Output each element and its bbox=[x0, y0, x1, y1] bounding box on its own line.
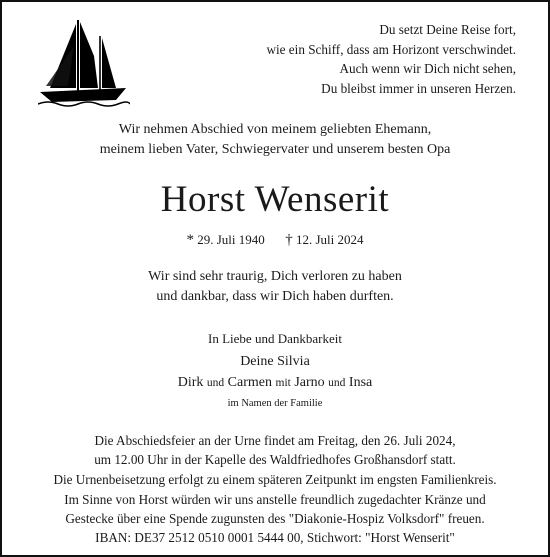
behalf-line: im Namen der Familie bbox=[227, 398, 323, 409]
mourner-wife: Deine Silvia bbox=[240, 354, 310, 369]
poem bbox=[266, 20, 516, 98]
conjunction: mit bbox=[275, 377, 291, 389]
intro-line: Wir nehmen Abschied von meinem geliebten Ehemann, bbox=[118, 122, 432, 137]
donation-line: Im Sinne von Horst würden wir uns anstelle freundlich zugedachter Kränze und bbox=[64, 492, 486, 507]
mourner-family bbox=[2, 373, 548, 393]
poem-line: Du bleibst immer in unseren Herzen. bbox=[321, 80, 516, 96]
mourner-name: Insa bbox=[348, 375, 373, 390]
birth-date: 29. Juli 1940 bbox=[197, 232, 265, 247]
mourner-name: Jarno bbox=[294, 375, 325, 390]
farewell-intro bbox=[2, 120, 548, 160]
death-cross-icon: † bbox=[285, 232, 293, 248]
mourner-name: Dirk bbox=[177, 375, 204, 390]
love-line: In Liebe und Dankbarkeit bbox=[208, 331, 342, 346]
donation-line: Gestecke über eine Spende zugunsten des "Diakonie-Hospiz Volksdorf" freuen. bbox=[65, 510, 485, 526]
ceremony-info bbox=[2, 432, 548, 469]
sailing-ship-icon bbox=[38, 16, 130, 108]
mourner-name: Carmen bbox=[227, 375, 272, 390]
deceased-name: Horst Wenserit bbox=[160, 179, 390, 220]
conjunction: und bbox=[328, 377, 346, 389]
iban-line: IBAN: DE37 2512 0510 0001 5444 00, Stichwort: "Horst Wenserit" bbox=[95, 530, 455, 545]
poem-line: Auch wenn wir Dich nicht sehen, bbox=[339, 61, 516, 76]
sadness-line: Wir sind sehr traurig, Dich verloren zu haben bbox=[148, 269, 402, 284]
urn-burial-info: Die Urnenbeisetzung erfolgt zu einem späteren Zeitpunkt im engsten Familienkreis. bbox=[53, 472, 497, 487]
intro-line: meinem lieben Vater, Schwiegervater und unserem besten Opa bbox=[99, 142, 451, 157]
birth-star-icon: * bbox=[186, 232, 194, 248]
ceremony-line: um 12.00 Uhr in der Kapelle des Waldfriedhofes Großhansdorf statt. bbox=[94, 451, 456, 467]
sadness-line: und dankbar, dass wir Dich haben durften. bbox=[156, 289, 394, 304]
poem-line: wie ein Schiff, dass am Horizont verschwindet. bbox=[266, 41, 516, 57]
poem-line: Du setzt Deine Reise fort, bbox=[379, 22, 516, 37]
ceremony-line: Die Abschiedsfeier an der Urne findet am Freitag, den 26. Juli 2024, bbox=[94, 433, 456, 448]
conjunction: und bbox=[206, 377, 225, 389]
sadness-text bbox=[2, 267, 548, 307]
death-date: 12. Juli 2024 bbox=[296, 232, 364, 247]
life-dates bbox=[2, 231, 548, 249]
donation-request bbox=[2, 491, 548, 528]
